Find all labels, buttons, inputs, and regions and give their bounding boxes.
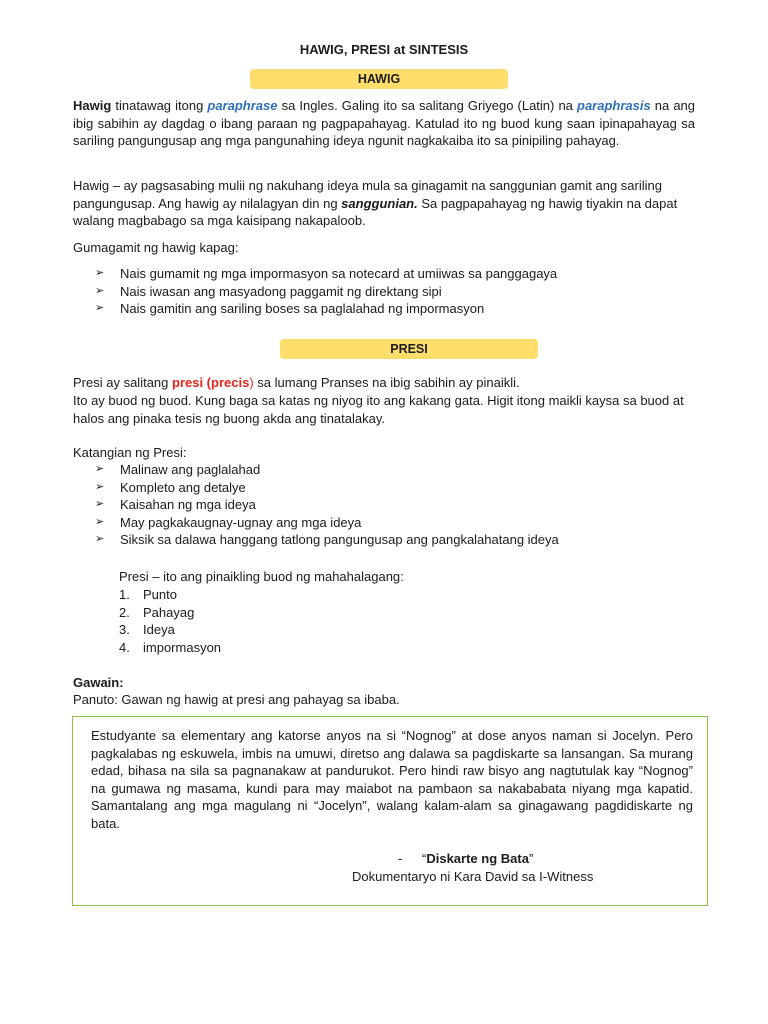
presi-trait-item-text: Kompleto ang detalye — [120, 479, 246, 495]
list-number: 1. — [119, 587, 130, 602]
hawig-p2-text-1: Hawig – ay pagsasabing mulii ng nakuhang ideya mula sa ginagamit na sanggunian gamit ang sariling pangungusap. Ang hawig ay nilalagyan din ng — [73, 178, 662, 211]
passage-attribution-source: Dokumentaryo ni Kara David sa I-Witness — [352, 869, 594, 884]
presi-paragraph-2: Ito ay buod ng buod. Kung baga sa katas ng niyog ito ang kakang gata. Higit itong maikli kaysa sa buod at halos ang pinaka tesis ng buong akda ang tinatalakay. — [73, 393, 684, 426]
presi-trait-item-text: Siksik sa dalawa hanggang tatlong pangungusap ang pangkalahatang ideya — [120, 532, 559, 548]
list-number: 4. — [119, 639, 130, 655]
presi-term: presi (precis — [172, 375, 250, 390]
presi-p1-text-2: sa lumang Pranses na ibig sabihin ay pinaikli. — [253, 375, 520, 390]
list-item-text: Ideya — [143, 622, 175, 637]
passage-attribution-title — [398, 851, 533, 866]
hawig-usage-intro: Gumagamit ng hawig kapag: — [73, 240, 239, 255]
hawig-paragraph-1 — [73, 97, 695, 150]
presi-section-banner — [280, 339, 538, 359]
hawig-usage-list — [95, 265, 695, 318]
arrow-bullet-icon: ➢ — [95, 498, 105, 511]
arrow-bullet-icon: ➢ — [95, 463, 105, 475]
hawig-p1-text-3: na ang ibig sabihin ay dagdag o ibang paraan ng pagpapahayag. Katulad ito ng buod kung saan ipinapahayag sa sariling pangungusap ang mga pangunahing ideya ngunit nagkakaiba ito sa pinipiling pahayag. — [73, 98, 696, 148]
list-number: 3. — [119, 622, 130, 637]
passage-box — [72, 716, 708, 906]
presi-numbered-item — [119, 586, 619, 604]
passage-text: Estudyante sa elementary ang katorse anyos na si “Nognog” at dose anyos naman si Jocelyn. Pero pagkalabas ng eskuwela, imbis na umuwi, diretso ang dalawa sa pagdiskarte sa lansangan. Sa murang edad, bihasa na sila sa pagnanakaw at pandurukot. Pero hindi raw bisyo ang nagtutulak kay “Nognog” na gumawa ng masama, kundi para may maiabot na pambaon sa nakababata niyang mga kapatid. Samantalang ang mga magulang ni “Jocelyn”, walang kalam-alam sa ginagawang pagdidiskarte ng bata. — [91, 728, 693, 831]
attribution-dash: - — [398, 851, 403, 866]
hawig-usage-item-text: Nais iwasan ang masyadong paggamit ng direktang sipi — [120, 283, 442, 299]
arrow-bullet-icon: ➢ — [95, 533, 105, 546]
list-item-text: impormasyon — [143, 639, 222, 655]
presi-definition: Presi – ito ang pinaikling buod ng mahahalagang: — [119, 569, 404, 584]
list-number: 2. — [119, 604, 130, 620]
attribution-close-quote: ” — [528, 851, 534, 866]
paraphrase-term: paraphrase — [207, 98, 278, 113]
hawig-section-banner — [250, 69, 508, 89]
arrow-bullet-icon: ➢ — [95, 515, 105, 528]
hawig-usage-item — [95, 300, 695, 318]
presi-trait-item-text: Malinaw ang paglalahad — [120, 462, 261, 477]
gawain-heading: Gawain: — [73, 675, 124, 690]
hawig-p2-text-2: Sa pagpapahayag ng hawig tiyakin na dapat walang magbabago sa mga kaisipang nakapaloob. — [73, 195, 678, 228]
presi-traits-intro: Katangian ng Presi: — [73, 445, 187, 460]
presi-numbered-item — [119, 621, 619, 639]
hawig-term: Hawig — [73, 98, 112, 113]
attribution-open-quote: “ — [422, 851, 427, 866]
presi-numbered-item — [119, 639, 619, 657]
presi-numbered-item — [119, 604, 619, 622]
presi-numbered-list — [119, 586, 619, 656]
presi-paragraph-1 — [73, 374, 695, 392]
hawig-usage-item-text: Nais gumamit ng mga impormasyon sa notecard at umiiwas sa panggagaya — [120, 266, 558, 281]
hawig-heading: HAWIG — [357, 72, 401, 86]
hawig-p1-text-2: sa Ingles. Galing ito sa salitang Griyego (Latin) na — [277, 98, 577, 113]
presi-trait-item-text: May pagkakaugnay-ugnay ang mga ideya — [120, 514, 362, 530]
attribution-title: Diskarte ng Bata — [426, 851, 529, 866]
hawig-p1-text-1: tinatawag itong — [111, 98, 208, 113]
paraphrasis-term: paraphrasis — [577, 98, 651, 113]
presi-trait-item-text: Kaisahan ng mga ideya — [120, 497, 256, 513]
arrow-bullet-icon: ➢ — [95, 284, 105, 297]
presi-p1-text-1: Presi ay salitang — [73, 375, 172, 390]
presi-heading: PRESI — [390, 342, 428, 356]
hawig-usage-item — [95, 283, 695, 301]
presi-term-paren: ) — [249, 375, 254, 390]
presi-trait-item — [95, 461, 695, 479]
hawig-usage-item-text: Nais gamitin ang sariling boses sa paglalahad ng impormasyon — [120, 301, 485, 317]
hawig-usage-item — [95, 265, 695, 283]
arrow-bullet-icon: ➢ — [95, 302, 105, 315]
sanggunian-emphasis: sanggunian. — [341, 195, 418, 211]
arrow-bullet-icon: ➢ — [95, 267, 105, 279]
list-item-text: Punto — [143, 587, 177, 602]
arrow-bullet-icon: ➢ — [95, 480, 105, 493]
presi-trait-item — [95, 514, 695, 532]
document-title: HAWIG, PRESI at SINTESIS — [299, 42, 469, 57]
presi-trait-item — [95, 479, 695, 497]
presi-traits-list — [95, 461, 695, 549]
list-item-text: Pahayag — [143, 604, 195, 620]
presi-trait-item — [95, 496, 695, 514]
gawain-instruction: Panuto: Gawan ng hawig at presi ang pahayag sa ibaba. — [73, 692, 400, 707]
hawig-paragraph-2 — [73, 177, 695, 230]
presi-trait-item — [95, 531, 695, 549]
